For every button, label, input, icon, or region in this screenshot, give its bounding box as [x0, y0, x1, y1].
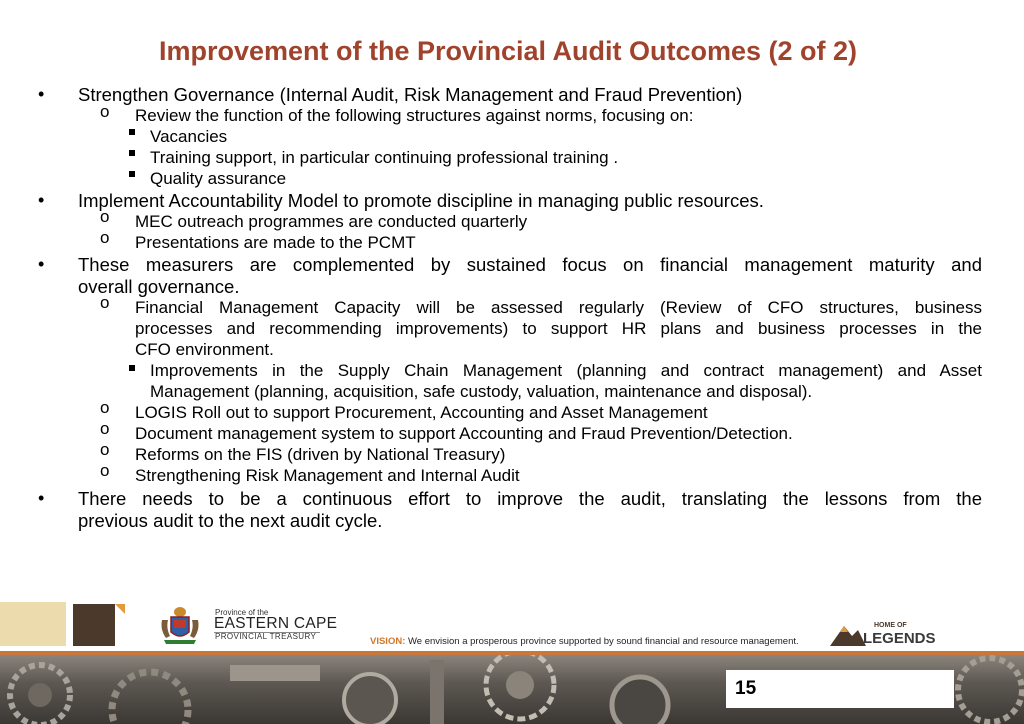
square-marker	[129, 150, 135, 156]
bullet-marker: •	[38, 254, 45, 274]
sub-fm-capacity-line3: CFO environment.	[135, 340, 274, 359]
bullet-continuous-effort-line2: previous audit to the next audit cycle.	[78, 510, 383, 531]
square-marker	[129, 171, 135, 177]
item-training-support: Training support, in particular continuing professional training .	[150, 148, 619, 167]
page-number: 15	[735, 678, 757, 699]
sub-fm-capacity-line1: Financial Management Capacity will be assessed regularly (Review of CFO structures, business	[135, 298, 982, 317]
bullet-complemented-line2: overall governance.	[78, 276, 240, 297]
decor-brown-square	[73, 604, 115, 646]
circle-marker: o	[100, 102, 110, 121]
circle-marker: o	[100, 228, 110, 247]
circle-marker: o	[100, 293, 110, 312]
square-marker	[129, 129, 135, 135]
bullet-marker: •	[38, 84, 45, 104]
decor-cream-square	[0, 602, 66, 646]
home-of-text: HOME OF	[874, 622, 907, 629]
circle-marker: o	[100, 398, 110, 417]
sub-logis-rollout: LOGIS Roll out to support Procurement, Accounting and Asset Management	[135, 403, 708, 422]
bullet-accountability-model: Implement Accountability Model to promote discipline in managing public resources.	[78, 190, 764, 211]
province-of-the-text: Province of the	[215, 608, 269, 617]
item-vacancies: Vacancies	[150, 127, 228, 146]
sub-review-structures: Review the function of the following structures against norms, focusing on:	[135, 106, 694, 125]
sub-fis-reforms: Reforms on the FIS (driven by National Treasury)	[135, 445, 506, 464]
sub-mec-outreach: MEC outreach programmes are conducted quarterly	[135, 212, 528, 231]
circle-marker: o	[100, 207, 110, 226]
sub-presentations-pcmt: Presentations are made to the PCMT	[135, 233, 416, 252]
circle-marker: o	[100, 440, 110, 459]
legends-text: LEGENDS	[863, 630, 936, 647]
item-scm-line1: Improvements in the Supply Chain Management (planning and contract management) and Asset	[150, 361, 982, 380]
square-marker	[129, 365, 135, 371]
vision-statement	[370, 636, 799, 647]
eastern-cape-text: EASTERN CAPE	[214, 615, 338, 632]
sub-risk-management: Strengthening Risk Management and Internal Audit	[135, 466, 520, 485]
item-scm-line2: Management (planning, acquisition, safe custody, valuation, maintenance and disposal).	[150, 382, 813, 401]
coat-of-arms-icon	[156, 606, 204, 646]
bullet-continuous-effort-line1: There needs to be a continuous effort to improve the audit, translating the lessons from the	[78, 488, 982, 509]
bullet-marker: •	[38, 190, 45, 210]
bullet-strengthen-governance: Strengthen Governance (Internal Audit, Risk Management and Fraud Prevention)	[78, 84, 743, 105]
vision-text: We envision a prosperous province supported by sound financial and resource management.	[405, 636, 799, 647]
sub-fm-capacity-line2: processes and recommending improvements) to support HR plans and business processes in the	[135, 319, 982, 338]
page-number-box	[726, 670, 954, 708]
bullet-complemented-line1: These measurers are complemented by sustained focus on financial management maturity and	[78, 254, 982, 275]
circle-marker: o	[100, 461, 110, 480]
circle-marker: o	[100, 419, 110, 438]
provincial-treasury-text: PROVINCIAL TREASURY	[215, 632, 317, 641]
vision-label: VISION:	[370, 636, 406, 647]
sub-document-management: Document management system to support Accounting and Fraud Prevention/Detection.	[135, 424, 793, 443]
bullet-marker: •	[38, 488, 45, 508]
slide-title: Improvement of the Provincial Audit Outcomes (2 of 2)	[158, 36, 858, 66]
item-quality-assurance: Quality assurance	[150, 169, 287, 188]
